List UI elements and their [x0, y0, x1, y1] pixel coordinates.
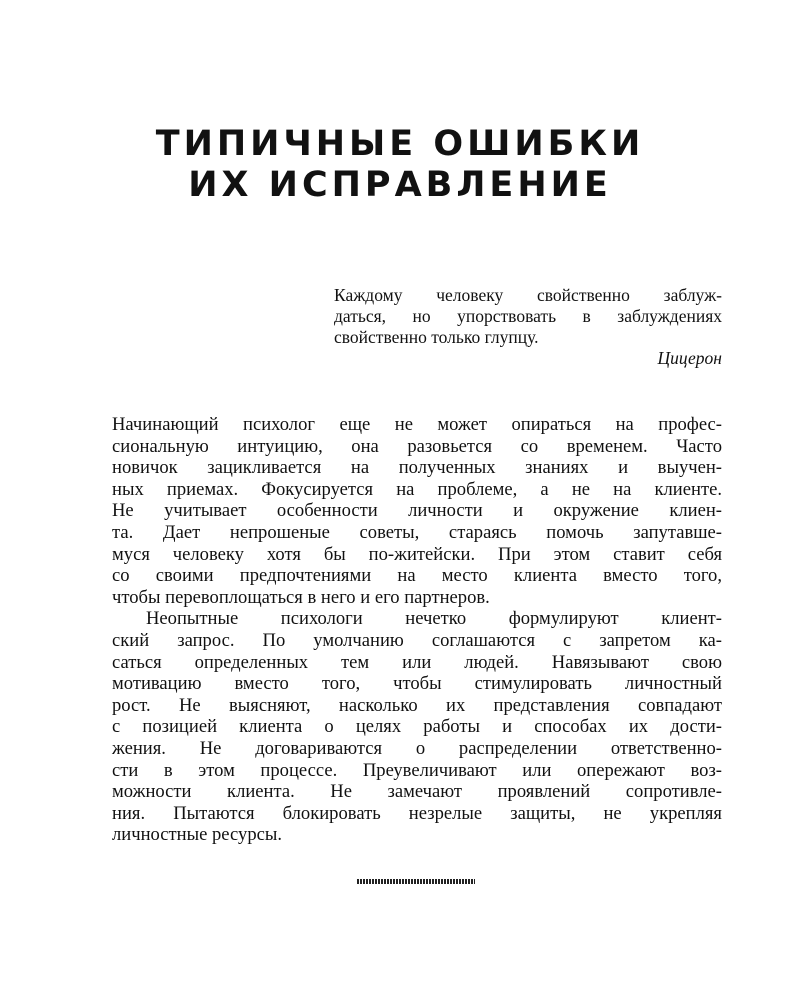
text-line: саться определенных тем или людей. Навязывают свою [112, 651, 722, 673]
text-line: рост. Не выясняют, насколько их представления совпадают [112, 694, 722, 716]
section-end-ornament [357, 879, 475, 884]
text-line: жения. Не договариваются о распределении ответственно- [112, 737, 722, 759]
text-line: ский запрос. По умолчанию соглашаются с запретом ка- [112, 629, 722, 651]
epigraph-line: даться, но упорствовать в заблуждениях [334, 306, 722, 326]
body-text [112, 414, 722, 846]
text-line: сиональную интуицию, она разовьется со временем. Часто [112, 435, 722, 457]
text-line: ния. Пытаются блокировать незрелые защиты, не укрепляя [112, 802, 722, 824]
text-line: новичок зацикливается на полученных знаниях и выучен- [112, 457, 722, 479]
epigraph-quote [334, 285, 722, 348]
text-line: муся человеку хотя бы по-житейски. При этом ставит себя [112, 543, 722, 565]
text-line: со своими предпочтениями на место клиента вместо того, [112, 565, 722, 587]
epigraph-line: Каждому человеку свойственно заблуж- [334, 285, 722, 305]
text-line: с позицией клиента о целях работы и способах их дости- [112, 716, 722, 738]
text-line: сти в этом процессе. Преувеличивают или опережают воз- [112, 759, 722, 781]
text-line: чтобы перевоплощаться в него и его партнеров. [112, 586, 490, 608]
text-line: Неопытные психологи нечетко формулируют клиент- [146, 608, 722, 630]
text-line: ных приемах. Фокусируется на проблеме, а не на клиенте. [112, 478, 722, 500]
text-line: личностные ресурсы. [112, 824, 283, 846]
text-line: мотивацию вместо того, чтобы стимулировать личностный [112, 673, 722, 695]
chapter-title [0, 124, 800, 206]
chapter-title-line-1: ТИПИЧНЫЕ ОШИБКИ [155, 124, 645, 164]
paragraph-2 [112, 608, 722, 846]
text-line: можности клиента. Не замечают проявлений сопротивле- [112, 781, 722, 803]
chapter-title-line-2: ИХ ИСПРАВЛЕНИЕ [188, 165, 612, 205]
text-line: Начинающий психолог еще не может опираться на профес- [112, 414, 722, 435]
epigraph-author: Цицерон [657, 348, 722, 368]
epigraph-line: свойственно только глупцу. [334, 327, 539, 347]
text-line: Не учитывает особенности личности и окружение клиен- [112, 500, 722, 522]
paragraph-1 [112, 414, 722, 608]
text-line: та. Дает непрошеные советы, стараясь помочь запутавше- [112, 521, 722, 543]
